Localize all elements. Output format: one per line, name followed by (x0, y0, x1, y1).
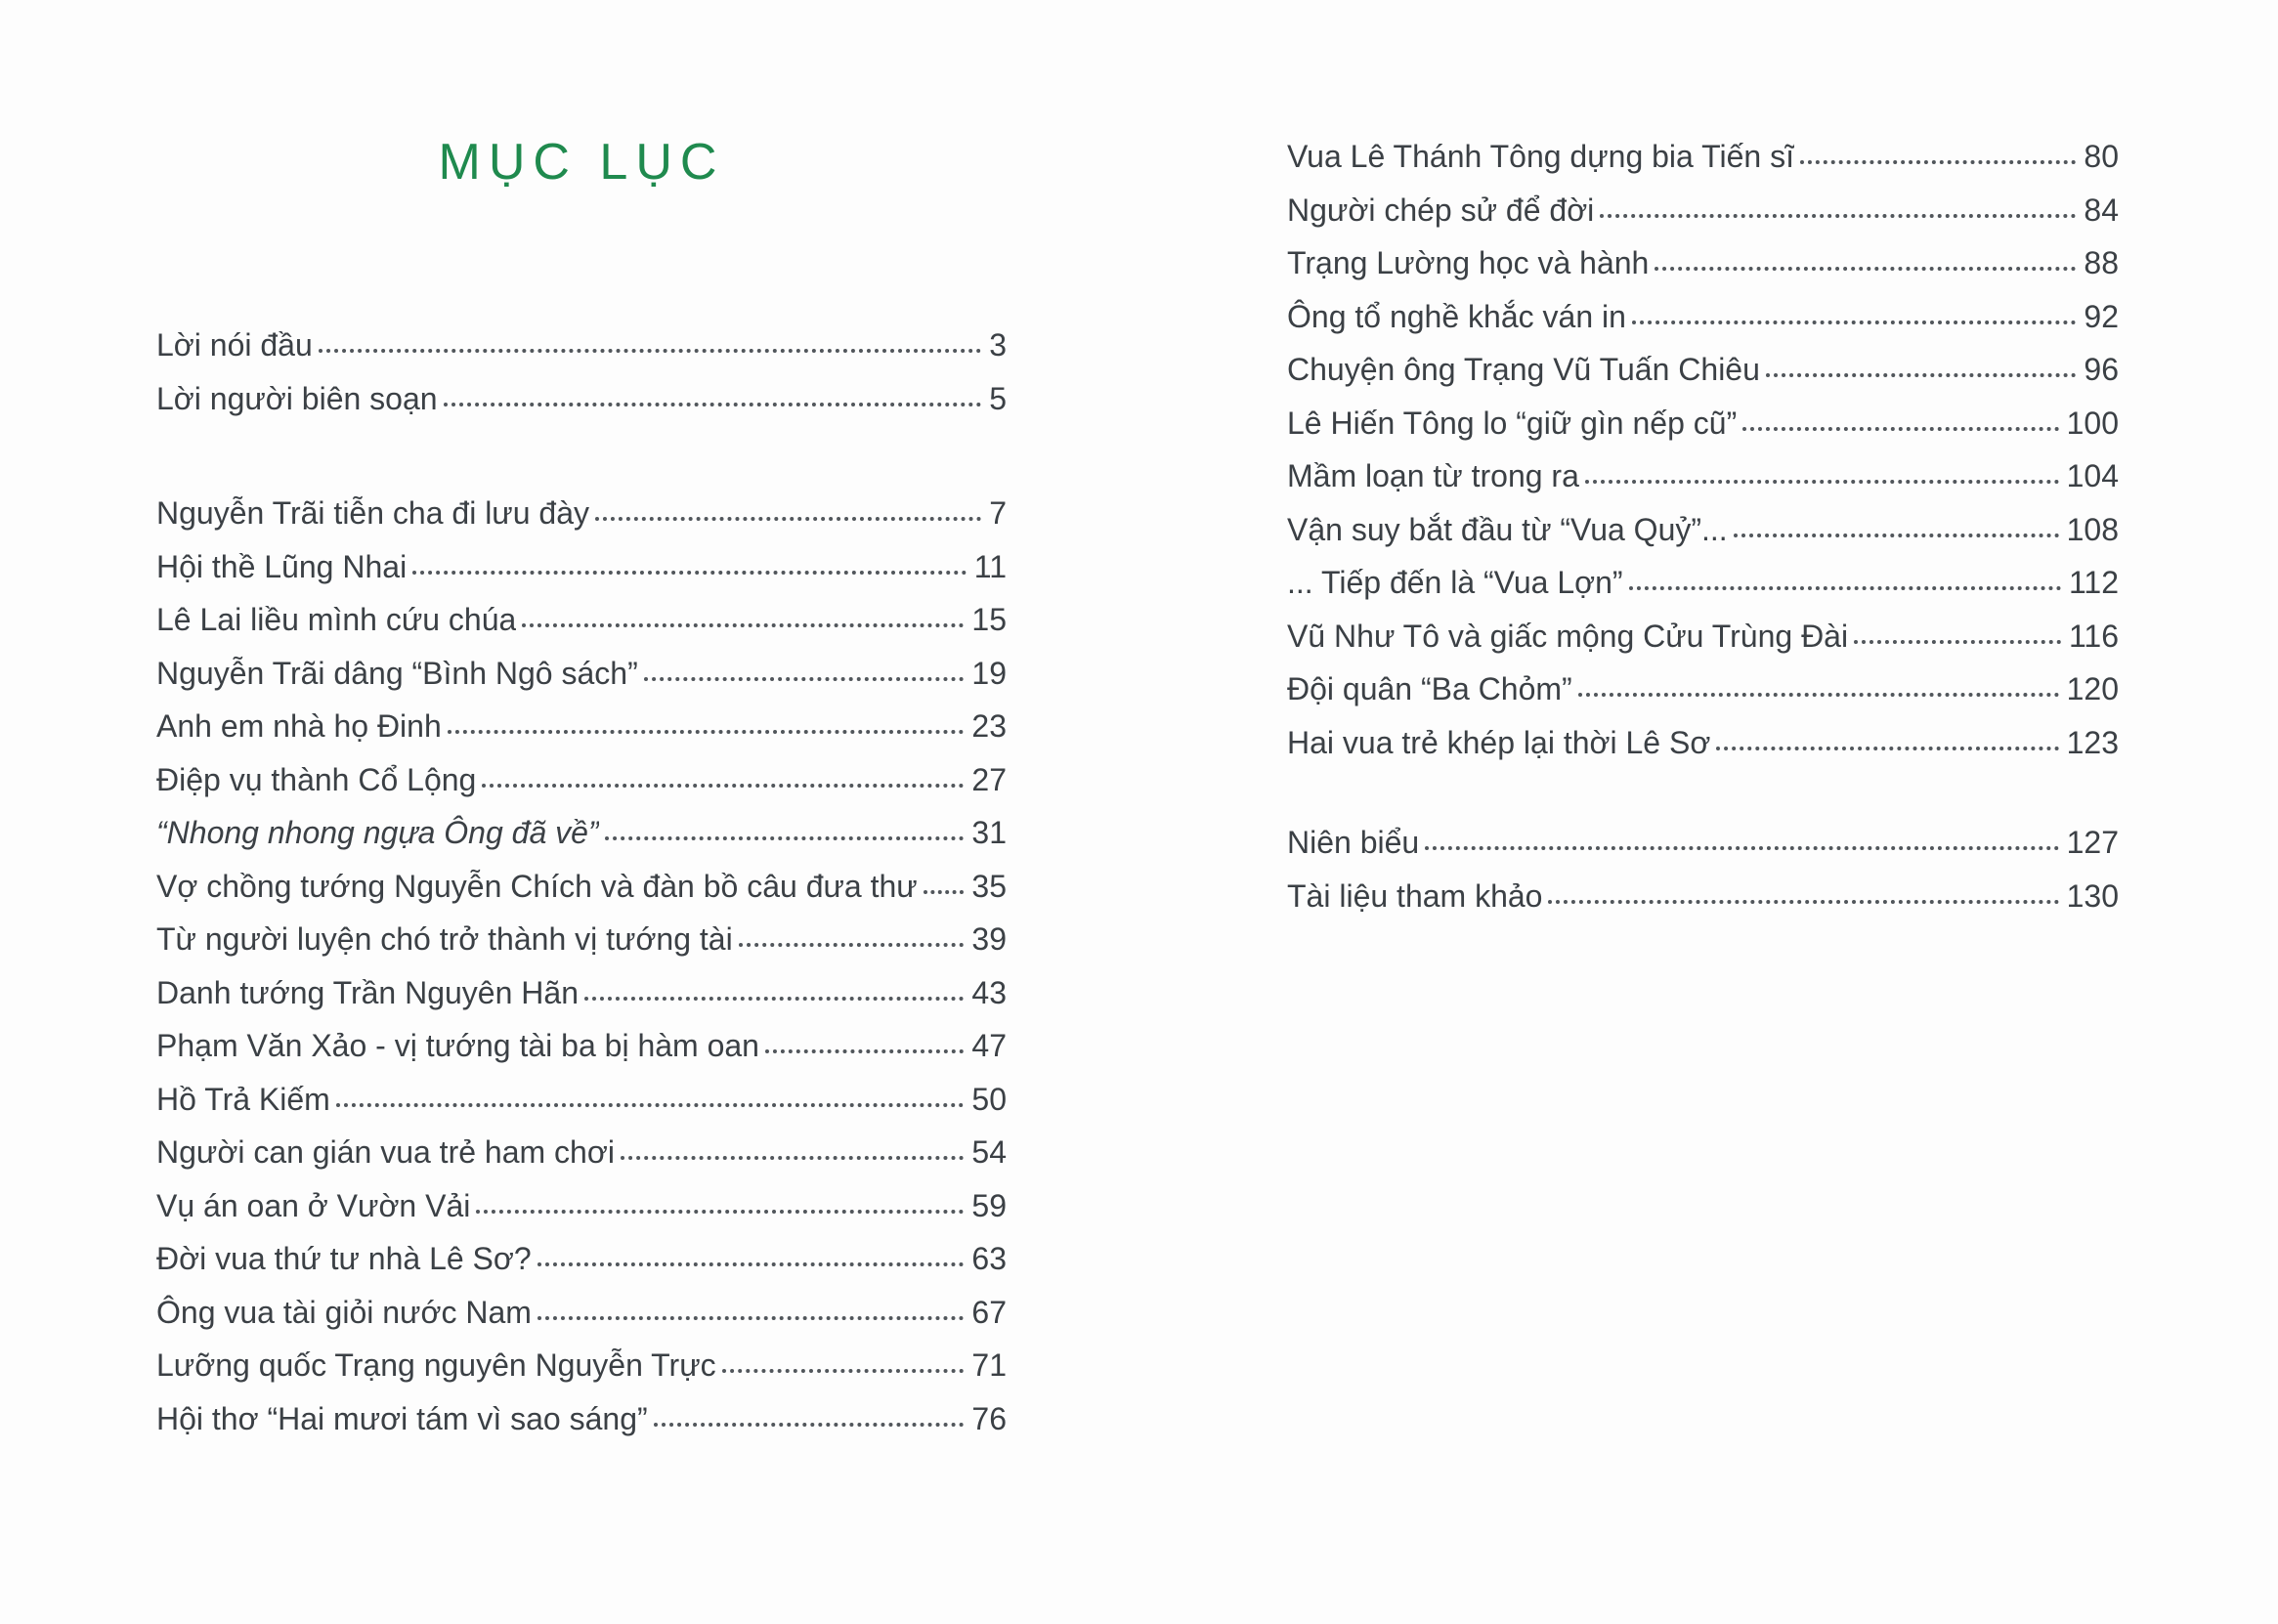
toc-entry-label: Vụ án oan ở Vườn Vải (156, 1187, 471, 1223)
toc-entry (1287, 236, 2119, 290)
dot-leader (605, 836, 965, 840)
toc-entry-page: 54 (971, 1134, 1007, 1170)
toc-entry-page: 3 (989, 327, 1007, 363)
toc-entry-page: 84 (2084, 192, 2119, 228)
dot-leader (1548, 900, 2058, 904)
toc-entry-page: 76 (971, 1400, 1007, 1436)
dot-leader (336, 1103, 965, 1107)
toc-entry-page: 39 (971, 921, 1007, 957)
toc-entry (1287, 449, 2119, 503)
toc-entry-label: Phạm Văn Xảo - vị tướng tài ba bị hàm oan (156, 1028, 759, 1063)
toc-entry-page: 88 (2084, 245, 2119, 280)
toc-entry (1287, 290, 2119, 344)
dot-leader (476, 1210, 964, 1214)
dot-leader (522, 623, 964, 627)
toc-entry-label: Nguyễn Trãi tiễn cha đi lưu đày (156, 495, 589, 531)
toc-entry-label: Đời vua thứ tư nhà Lê Sơ? (156, 1241, 532, 1276)
toc-entry (156, 1179, 1007, 1233)
toc-entry-page: 50 (971, 1081, 1007, 1117)
toc-entry-page: 11 (973, 548, 1007, 584)
dot-leader (654, 1423, 965, 1427)
toc-left-column (156, 0, 1007, 1624)
toc-entry (1287, 556, 2119, 610)
toc-entry-label: Tài liệu tham khảo (1287, 877, 1543, 914)
toc-entry (156, 372, 1007, 426)
toc-entry-page: 96 (2084, 352, 2119, 387)
toc-entry (156, 540, 1007, 594)
dot-leader (1585, 480, 2059, 484)
toc-entry (156, 487, 1007, 540)
toc-entry-page: 35 (971, 868, 1007, 904)
dot-leader (319, 349, 981, 353)
dot-leader (739, 943, 965, 947)
toc-entry-label: Vũ Như Tô và giấc mộng Cửu Trùng Đài (1287, 618, 1849, 654)
dot-leader (444, 403, 982, 406)
toc-entry-label: Lê Lai liều mình cứu chúa (156, 602, 517, 637)
toc-entry (1287, 716, 2119, 770)
toc-entry-page: 108 (2066, 511, 2119, 547)
toc-entry (156, 319, 1007, 372)
toc-entry (1287, 503, 2119, 557)
toc-entry-page: 71 (971, 1347, 1007, 1383)
toc-entry (156, 1339, 1007, 1392)
toc-entry (1287, 870, 2119, 923)
toc-entry-label: Vận suy bắt đầu từ “Vua Quỷ”... (1287, 511, 1728, 547)
dot-leader (1716, 747, 2058, 750)
toc-entry-label: Hồ Trả Kiếm (156, 1081, 330, 1117)
page-title: MỤC LỤC (438, 134, 725, 191)
toc-entry-page: 116 (2068, 618, 2119, 654)
toc-entry-label: Hội thề Lũng Nhai (156, 548, 408, 584)
toc-entry-label: “Nhong nhong ngựa Ông đã về” (156, 815, 599, 850)
toc-entry-page: 15 (971, 602, 1007, 637)
toc-entry (156, 1019, 1007, 1073)
toc-entry-label: Vợ chồng tướng Nguyễn Chích và đàn bồ câu đưa thư (156, 868, 918, 904)
dot-leader (722, 1369, 965, 1373)
toc-right-column (1287, 0, 2119, 1624)
toc-entry-page: 123 (2066, 724, 2119, 760)
dot-leader (448, 730, 965, 734)
toc-entry (156, 700, 1007, 753)
toc-entry-label: Chuyện ông Trạng Vũ Tuấn Chiêu (1287, 352, 1760, 387)
toc-entry-page: 127 (2066, 825, 2119, 860)
toc-entry-label: Anh em nhà họ Đinh (156, 708, 442, 744)
toc-entry-page: 112 (2068, 565, 2119, 600)
dot-leader (1742, 427, 2058, 431)
dot-leader (595, 517, 981, 521)
dot-leader (1578, 693, 2059, 697)
toc-entry-label: Từ người luyện chó trở thành vị tướng tài (156, 921, 733, 957)
toc-entry (156, 1392, 1007, 1446)
front-matter-list (156, 319, 1007, 425)
toc-entry-page: 19 (971, 655, 1007, 691)
dot-leader (1854, 640, 2061, 644)
toc-entry-page: 43 (971, 974, 1007, 1010)
toc-entry (1287, 184, 2119, 237)
dot-leader (1655, 267, 2076, 271)
dot-leader (1734, 534, 2059, 537)
toc-entry-page: 63 (971, 1241, 1007, 1276)
toc-entry-page: 59 (971, 1187, 1007, 1223)
toc-entry-page: 67 (971, 1294, 1007, 1330)
toc-entry-page: 31 (971, 815, 1007, 850)
toc-entry-label: Hai vua trẻ khép lại thời Lê Sơ (1287, 724, 1711, 760)
toc-entry-label: Lời người biên soạn (156, 380, 438, 416)
toc-entry (156, 860, 1007, 914)
dot-leader (1632, 321, 2077, 324)
dot-leader (1800, 160, 2076, 164)
dot-leader (924, 890, 965, 894)
toc-entry-label: ... Tiếp đến là “Vua Lợn” (1287, 565, 1623, 600)
toc-entry-label: Ông tổ nghề khắc ván in (1287, 298, 1626, 334)
toc-entry-page: 100 (2066, 405, 2119, 441)
dot-leader (537, 1316, 965, 1320)
toc-entry-page: 27 (971, 761, 1007, 797)
dot-leader (765, 1049, 964, 1053)
toc-entry-page: 5 (989, 380, 1007, 416)
toc-entry-page: 80 (2084, 139, 2119, 174)
toc-entry (156, 1126, 1007, 1179)
back-matter-list (1287, 816, 2119, 922)
dot-leader (1600, 214, 2076, 218)
toc-entry-label: Lời nói đầu (156, 327, 313, 363)
dot-leader (584, 997, 964, 1001)
toc-entry (156, 647, 1007, 701)
toc-entry (1287, 662, 2119, 716)
toc-entry-label: Nguyễn Trãi dâng “Bình Ngô sách” (156, 655, 638, 691)
toc-entry-label: Lưỡng quốc Trạng nguyên Nguyễn Trực (156, 1347, 716, 1383)
toc-entry-label: Điệp vụ thành Cổ Lộng (156, 761, 477, 797)
toc-entry (156, 966, 1007, 1020)
toc-entry (1287, 343, 2119, 397)
toc-entry-label: Lê Hiến Tông lo “giữ gìn nếp cũ” (1287, 405, 1738, 441)
dot-leader (537, 1262, 965, 1266)
toc-entry-page: 23 (971, 708, 1007, 744)
left-chapter-list (156, 487, 1007, 1445)
toc-entry-page: 130 (2066, 877, 2119, 914)
toc-entry (1287, 816, 2119, 870)
toc-entry-label: Người can gián vua trẻ ham chơi (156, 1134, 615, 1170)
toc-entry (1287, 130, 2119, 184)
toc-entry (156, 1073, 1007, 1127)
dot-leader (1629, 586, 2061, 590)
toc-entry-label: Ông vua tài giỏi nước Nam (156, 1294, 532, 1330)
toc-entry-label: Vua Lê Thánh Tông dựng bia Tiến sĩ (1287, 139, 1794, 174)
dot-leader (1425, 846, 2058, 850)
toc-entry-page: 104 (2066, 458, 2119, 493)
dot-leader (482, 784, 964, 788)
toc-entry-label: Người chép sử để đời (1287, 192, 1595, 228)
dot-leader (621, 1156, 964, 1160)
toc-entry-label: Mầm loạn từ trong ra (1287, 458, 1579, 493)
toc-entry-label: Hội thơ “Hai mươi tám vì sao sáng” (156, 1400, 648, 1436)
toc-entry-page: 7 (989, 495, 1007, 531)
toc-entry (156, 913, 1007, 966)
toc-entry-label: Niên biểu (1287, 825, 1420, 860)
toc-entry (156, 753, 1007, 807)
toc-entry (156, 593, 1007, 647)
right-chapter-list (1287, 130, 2119, 769)
toc-entry-page: 92 (2084, 298, 2119, 334)
toc-entry-page: 120 (2066, 671, 2119, 706)
toc-entry (156, 1232, 1007, 1286)
toc-entry (156, 1286, 1007, 1340)
dot-leader (1766, 373, 2077, 377)
toc-entry-label: Trạng Lường học và hành (1287, 245, 1650, 280)
toc-entry (1287, 397, 2119, 450)
toc-entry-label: Danh tướng Trần Nguyên Hãn (156, 974, 579, 1010)
toc-entry-page: 47 (971, 1028, 1007, 1063)
toc-entry (156, 806, 1007, 860)
dot-leader (412, 571, 967, 575)
toc-entry-label: Đội quân “Ba Chỏm” (1287, 671, 1572, 706)
dot-leader (644, 677, 965, 681)
toc-entry (1287, 610, 2119, 663)
